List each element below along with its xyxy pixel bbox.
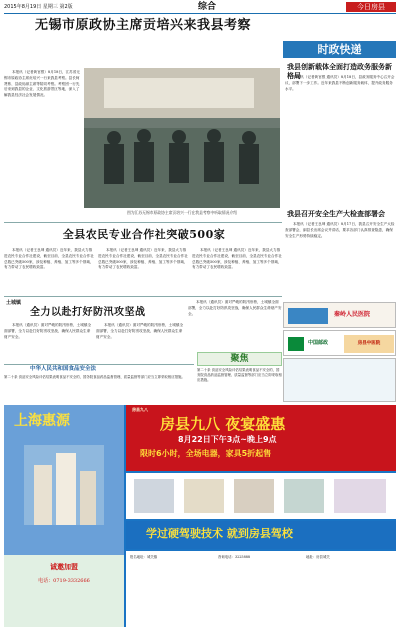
section-title: 综合 bbox=[198, 2, 217, 12]
realestate-phone: 电话：0719-3332666 bbox=[38, 577, 90, 584]
driving-school-title: 学过硬驾驶技术 就到房县驾校 bbox=[146, 527, 293, 540]
hospital-ad-2-title: 房县中医院 bbox=[357, 341, 381, 346]
products-row bbox=[126, 473, 396, 519]
lead-body: 本报讯（记者黄官银）8月18日，江苏省无锡市原政协主席贡培兴一行来我县考察。县长柯贤栋、县政协副主席等陪同考察。考察团一行先后来到我县的企业、文化旅游景区等地，深入了解我县经济社会发展情况。 bbox=[4, 70, 80, 98]
flood-kicker: 土城镇 bbox=[6, 300, 22, 306]
header-rule bbox=[4, 13, 396, 14]
focus-body: 第二十条 食品安全风险评估结果表明食品不安全的，国务院食品药品监督管理、质量监督等部门应当立即采取相应措施。 bbox=[197, 368, 282, 383]
hospital-ad-1 bbox=[283, 302, 396, 328]
flood-body-col2: 本报讯（通讯员）面对严峻的防汛形势，土城镇全面部署，全力以赴打好防汛攻坚战，确保人民群众生命财产安全。 bbox=[96, 323, 184, 339]
realestate-sub: 诚邀加盟 bbox=[50, 562, 78, 571]
lead-headline: 无锡市原政协主席贡培兴来我县考察 bbox=[34, 18, 251, 33]
driving-info bbox=[126, 551, 396, 627]
lead-photo-caption: 图为江苏无锡市原政协主席贡培兴一行在我县考察中听取情况介绍 bbox=[126, 210, 238, 215]
sidebar-item2-title: 我县召开安全生产大检查部署会 bbox=[287, 209, 385, 218]
law-notice bbox=[4, 364, 194, 402]
sidebar-item2-body: 本报讯（记者王良坤 通讯员）8月17日，我县召开安全生产大检查部署会，副县长出席会议并讲话，要求各部门认真排查隐患，确保安全生产形势持续稳定。 bbox=[285, 222, 395, 238]
driving-info-col1: 报名地址：城关镇 bbox=[130, 555, 158, 559]
hospital-icon bbox=[288, 308, 328, 324]
post-ad bbox=[283, 330, 396, 356]
driving-info-col3: 地址：房县城关 bbox=[306, 555, 330, 559]
divider bbox=[4, 296, 282, 297]
coop-headline: 全县农民专业合作社突破500家 bbox=[62, 228, 226, 241]
sale-banner bbox=[126, 405, 396, 471]
notice-title: 中华人民共和国食品安全法 bbox=[30, 366, 97, 372]
issue-date: 2015年8月19日 星期三 第2版 bbox=[4, 4, 73, 10]
sidebar-item1-body: 本报讯（记者黄官银 通讯员）8月18日，县政务服务中心召开会议，部署下一步工作。近年来我县不断创新服务载体，提升政务服务水平。 bbox=[285, 75, 395, 91]
post-logo-icon bbox=[288, 337, 304, 351]
coop-body-col3: 本报讯（记者王良坤 通讯员）近年来，我县大力推进农民专业合作社建设，截至目前，全县农民专业合作社总数已突破500家，涉及种植、养殖、加工等多个领域，有力带动了农民增收致富。 bbox=[192, 248, 282, 270]
hospital-ad-1-title: 秦岭人民医院 bbox=[334, 311, 371, 318]
flood-body-col3: 本报讯（通讯员）面对严峻的防汛形势，土城镇全面部署，全力以赴打好防汛攻坚战，确保人民群众生命财产安全。 bbox=[188, 300, 282, 316]
sidebar-ad-box bbox=[283, 358, 396, 402]
post-ad-title: 中国邮政 bbox=[308, 340, 329, 346]
page-header bbox=[4, 2, 396, 13]
driving-school-banner bbox=[126, 521, 396, 549]
sale-promo: 限时6小时，全场电器，家具5折起售 bbox=[140, 449, 272, 458]
lead-photo bbox=[84, 68, 280, 208]
bottom-advertisement bbox=[4, 405, 396, 627]
appliance-products-icon bbox=[126, 473, 396, 519]
driving-info-col2: 咨询电话：3225888 bbox=[218, 555, 251, 559]
divider bbox=[4, 222, 282, 223]
realestate-info bbox=[4, 555, 124, 627]
flood-body-col1: 本报讯（通讯员）面对严峻的防汛形势，土城镇全面部署，全力以赴打好防汛攻坚战，确保人民群众生命财产安全。 bbox=[4, 323, 92, 339]
newspaper-logo: 今日房县 bbox=[346, 2, 396, 12]
focus-banner: 聚焦 bbox=[197, 352, 282, 366]
sidebar-tab: 时政快递 bbox=[283, 41, 396, 58]
meeting-photo-icon bbox=[84, 68, 280, 208]
realestate-ad bbox=[4, 405, 124, 627]
sale-time: 8月22日下午3点~晚上9点 bbox=[178, 435, 277, 444]
realestate-title: 上海惠源 bbox=[14, 413, 70, 429]
hospital-ad-2-box bbox=[344, 335, 394, 353]
sidebar-item1-title: 我县创新载体全面打造政务服务新格局 bbox=[287, 62, 392, 80]
coop-body-col2: 本报讯（记者王良坤 通讯员）近年来，我县大力推进农民专业合作社建设，截至目前，全县农民专业合作社总数已突破500家，涉及种植、养殖、加工等多个领域，有力带动了农民增收致富。 bbox=[98, 248, 188, 270]
coop-body-col1: 本报讯（记者王良坤 通讯员）近年来，我县大力推进农民专业合作社建设，截至目前，全县农民专业合作社总数已突破500家，涉及种植、养殖、加工等多个领域，有力带动了农民增收致富。 bbox=[4, 248, 94, 270]
building-image-icon bbox=[24, 445, 104, 525]
notice-body: 第二十条 食品安全风险评估结果表明食品不安全的，国务院食品药品监督管理、质量监督等部门应当立即采取相应措施。 bbox=[4, 375, 185, 379]
sale-top-text: 房县九八 bbox=[132, 407, 148, 412]
flood-headline: 全力以赴打好防汛攻坚战 bbox=[30, 307, 146, 318]
sale-title: 房县九八 夜宴盛惠 bbox=[160, 415, 286, 433]
